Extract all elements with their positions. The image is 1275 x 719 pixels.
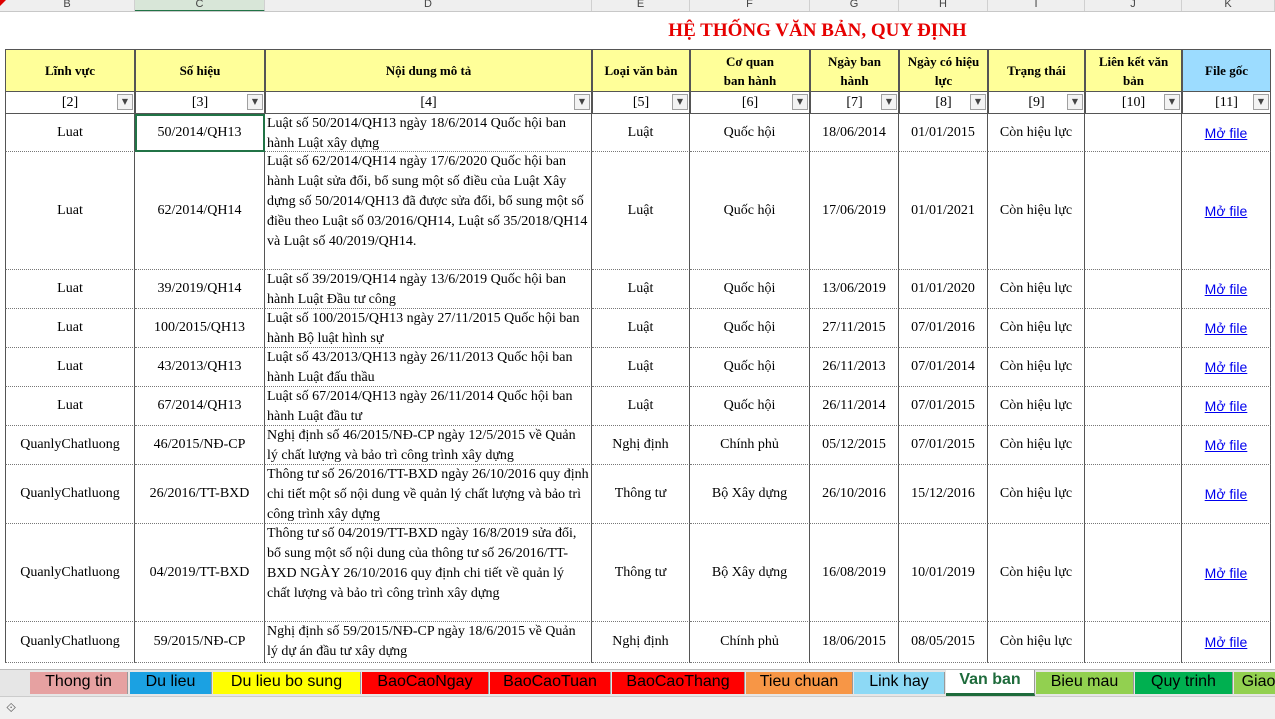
cell-noi-dung[interactable]: Thông tư số 26/2016/TT-BXD ngày 26/10/2016 quy định chi tiết một số nội dung về quản lý chất lượng và bảo trì công trình xây dựng <box>265 465 592 524</box>
cell-linh-vuc[interactable]: QuanlyChatluong <box>5 426 135 465</box>
column-letter-g[interactable]: G <box>810 0 899 12</box>
filter-label: [8] <box>935 95 952 110</box>
cell-ngay-hl[interactable]: 01/01/2021 <box>899 152 988 270</box>
cell-noi-dung[interactable]: Luật số 43/2013/QH13 ngày 26/11/2013 Quốc hội ban hành Luật đấu thầu <box>265 348 592 387</box>
filter-dropdown-icon[interactable]: ▼ <box>1164 94 1180 110</box>
cell-trang-thai[interactable]: Còn hiệu lực <box>988 309 1085 348</box>
cell-co-quan[interactable]: Quốc hội <box>690 114 810 152</box>
cell-so-hieu[interactable]: 26/2016/TT-BXD <box>135 465 265 524</box>
header-cell-6[interactable]: Ngày ban hành <box>810 49 899 92</box>
filter-dropdown-icon[interactable]: ▼ <box>672 94 688 110</box>
cell-linh-vuc[interactable]: Luat <box>5 152 135 270</box>
cell-loai[interactable]: Luật <box>592 114 690 152</box>
column-letter-f[interactable]: F <box>690 0 810 12</box>
sheet-tab-du-lieu-bo-sung[interactable]: Du lieu bo sung <box>213 672 361 694</box>
cell-file[interactable] <box>1182 348 1271 387</box>
column-letter-e[interactable]: E <box>592 0 690 12</box>
sheet-tab-link-hay[interactable]: Link hay <box>854 672 945 694</box>
cell-lien-ket[interactable] <box>1085 622 1182 663</box>
open-file-link[interactable]: Mở file <box>1204 634 1248 650</box>
sheet-tab-baocaongay[interactable]: BaoCaoNgay <box>362 672 489 694</box>
cell-noi-dung[interactable]: Luật số 50/2014/QH13 ngày 18/6/2014 Quốc hội ban hành Luật xây dựng <box>265 114 592 152</box>
column-letter-h[interactable]: H <box>899 0 988 12</box>
filter-cell-8 <box>988 92 1085 114</box>
cell-lien-ket[interactable] <box>1085 270 1182 309</box>
filter-cell-1 <box>5 92 135 114</box>
cell-ngay-hl[interactable]: 07/01/2015 <box>899 387 988 426</box>
sheet-tab-bieu-mau[interactable]: Bieu mau <box>1036 672 1134 694</box>
sheet-tab-thong-tin[interactable]: Thong tin <box>30 672 128 694</box>
cell-file[interactable] <box>1182 465 1271 524</box>
cell-lien-ket[interactable] <box>1085 152 1182 270</box>
cell-co-quan[interactable]: Quốc hội <box>690 309 810 348</box>
column-letter-i[interactable]: I <box>988 0 1085 12</box>
open-file-link[interactable]: Mở file <box>1204 320 1248 336</box>
cell-loai[interactable]: Nghị định <box>592 622 690 663</box>
open-file-link[interactable]: Mở file <box>1204 202 1248 219</box>
header-cell-10[interactable]: File gốc <box>1182 49 1271 92</box>
cell-co-quan[interactable]: Quốc hội <box>690 387 810 426</box>
cell-ngay-bh[interactable]: 26/11/2013 <box>810 348 899 387</box>
table-body <box>0 114 1275 669</box>
status-bar <box>0 696 1275 719</box>
cell-lien-ket[interactable] <box>1085 387 1182 426</box>
cell-trang-thai[interactable]: Còn hiệu lực <box>988 524 1085 622</box>
open-file-link[interactable]: Mở file <box>1204 437 1248 453</box>
cell-trang-thai[interactable]: Còn hiệu lực <box>988 152 1085 270</box>
filter-label: [9] <box>1028 95 1045 110</box>
cell-trang-thai[interactable]: Còn hiệu lực <box>988 387 1085 426</box>
cell-loai[interactable]: Thông tư <box>592 524 690 622</box>
cell-ngay-hl[interactable]: 07/01/2014 <box>899 348 988 387</box>
filter-dropdown-icon[interactable]: ▼ <box>1253 94 1269 110</box>
table-row <box>0 524 1275 622</box>
column-letter-b[interactable]: B <box>0 0 135 12</box>
cell-linh-vuc[interactable]: QuanlyChatluong <box>5 524 135 622</box>
cell-lien-ket[interactable] <box>1085 309 1182 348</box>
cell-ngay-hl[interactable]: 01/01/2020 <box>899 270 988 309</box>
table-row <box>0 152 1275 270</box>
cell-loai[interactable]: Thông tư <box>592 465 690 524</box>
cell-trang-thai[interactable]: Còn hiệu lực <box>988 114 1085 152</box>
cell-so-hieu[interactable]: 46/2015/NĐ-CP <box>135 426 265 465</box>
filter-label: [3] <box>191 95 209 110</box>
cell-ngay-bh[interactable]: 26/11/2014 <box>810 387 899 426</box>
cell-file[interactable] <box>1182 622 1271 663</box>
sheet-tab-tieu-chuan[interactable]: Tieu chuan <box>746 672 853 694</box>
table-row <box>0 114 1275 152</box>
header-cell-5[interactable]: Cơ quan ban hành <box>690 49 810 92</box>
cell-ngay-bh[interactable]: 17/06/2019 <box>810 152 899 270</box>
cell-trang-thai[interactable]: Còn hiệu lực <box>988 465 1085 524</box>
cell-so-hieu[interactable]: 04/2019/TT-BXD <box>135 524 265 622</box>
cell-co-quan[interactable]: Quốc hội <box>690 152 810 270</box>
cell-ngay-bh[interactable]: 13/06/2019 <box>810 270 899 309</box>
cell-noi-dung[interactable]: Thông tư số 04/2019/TT-BXD ngày 16/8/2019 sửa đổi, bổ sung một số nội dung của thông tư số 26/2016/TT-BXD NGÀY 26/10/2016 quy định chi tiết về quản lý chất lượng và bảo trì công trình xây dựng <box>265 524 592 622</box>
header-cell-9[interactable]: Liên kết văn bản <box>1085 49 1182 92</box>
open-file-link[interactable]: Mở file <box>1204 486 1248 502</box>
column-letter-d[interactable]: D <box>265 0 592 12</box>
sheet-title: HỆ THỐNG VĂN BẢN, QUY ĐỊNH <box>668 20 967 41</box>
cell-co-quan[interactable]: Chính phủ <box>690 622 810 663</box>
cell-so-hieu[interactable]: 59/2015/NĐ-CP <box>135 622 265 663</box>
cell-file[interactable] <box>1182 387 1271 426</box>
cell-so-hieu[interactable]: 100/2015/QH13 <box>135 309 265 348</box>
table-row <box>0 465 1275 524</box>
filter-dropdown-icon[interactable]: ▼ <box>247 94 263 110</box>
header-cell-1[interactable]: Lĩnh vực <box>5 49 135 92</box>
filter-dropdown-icon[interactable]: ▼ <box>574 94 590 110</box>
sheet-tab-quy-trinh[interactable]: Quy trinh <box>1135 672 1233 694</box>
filter-label: [6] <box>741 95 759 110</box>
cell-noi-dung[interactable]: Luật số 39/2019/QH14 ngày 13/6/2019 Quốc hội ban hành Luật Đầu tư công <box>265 270 592 309</box>
column-letter-k[interactable]: K <box>1182 0 1275 12</box>
cell-ngay-hl[interactable]: 01/01/2015 <box>899 114 988 152</box>
table-row <box>0 270 1275 309</box>
filter-cell-5 <box>690 92 810 114</box>
table-row <box>0 348 1275 387</box>
open-file-link[interactable]: Mở file <box>1204 124 1248 141</box>
cell-file[interactable] <box>1182 524 1271 622</box>
sheet-tab-baocaothang[interactable]: BaoCaoThang <box>612 672 745 694</box>
header-cell-7[interactable]: Ngày có hiệu lực <box>899 49 988 92</box>
open-file-link[interactable]: Mở file <box>1204 398 1248 414</box>
cell-co-quan[interactable]: Chính phủ <box>690 426 810 465</box>
open-file-link[interactable]: Mở file <box>1204 281 1248 297</box>
cell-trang-thai[interactable]: Còn hiệu lực <box>988 348 1085 387</box>
cell-ngay-bh[interactable]: 27/11/2015 <box>810 309 899 348</box>
filter-label: [7] <box>846 95 863 110</box>
cell-ngay-hl[interactable]: 10/01/2019 <box>899 524 988 622</box>
cell-so-hieu[interactable]: 39/2019/QH14 <box>135 270 265 309</box>
ready-status-icon: ⟐ <box>6 701 17 716</box>
cell-so-hieu[interactable]: 62/2014/QH14 <box>135 152 265 270</box>
cell-loai[interactable]: Luật <box>592 270 690 309</box>
sheet-tab-van-ban[interactable]: Van ban <box>946 670 1035 696</box>
cell-lien-ket[interactable] <box>1085 524 1182 622</box>
header-cell-3[interactable]: Nội dung mô tả <box>265 49 592 92</box>
filter-cell-2 <box>135 92 265 114</box>
filter-dropdown-icon[interactable]: ▼ <box>881 94 897 110</box>
cell-noi-dung[interactable]: Luật số 67/2014/QH13 ngày 26/11/2014 Quốc hội ban hành Luật đầu tư <box>265 387 592 426</box>
cell-file[interactable] <box>1182 426 1271 465</box>
cell-lien-ket[interactable] <box>1085 114 1182 152</box>
cell-lien-ket[interactable] <box>1085 465 1182 524</box>
cell-so-hieu[interactable]: 50/2014/QH13 <box>135 114 265 152</box>
cell-trang-thai[interactable]: Còn hiệu lực <box>988 426 1085 465</box>
filter-dropdown-icon[interactable]: ▼ <box>970 94 986 110</box>
filter-dropdown-icon[interactable]: ▼ <box>117 94 133 110</box>
sheet-tab-baocaotuan[interactable]: BaoCaoTuan <box>490 672 611 694</box>
table-row <box>0 622 1275 663</box>
cell-trang-thai[interactable]: Còn hiệu lực <box>988 622 1085 663</box>
cell-file[interactable] <box>1182 309 1271 348</box>
cell-noi-dung[interactable]: Nghị định số 59/2015/NĐ-CP ngày 18/6/2015 về Quản lý dự án đầu tư xây dựng <box>265 622 592 663</box>
comment-indicator-icon <box>0 0 6 6</box>
cell-lien-ket[interactable] <box>1085 348 1182 387</box>
column-header-bar <box>0 0 1275 12</box>
cell-ngay-bh[interactable]: 16/08/2019 <box>810 524 899 622</box>
header-cell-2[interactable]: Số hiệu <box>135 49 265 92</box>
cell-linh-vuc[interactable]: Luat <box>5 309 135 348</box>
cell-ngay-hl[interactable]: 07/01/2016 <box>899 309 988 348</box>
header-cell-8[interactable]: Trạng thái <box>988 49 1085 92</box>
sheet-title-row <box>0 12 1275 49</box>
cell-linh-vuc[interactable]: Luat <box>5 270 135 309</box>
cell-so-hieu[interactable]: 43/2013/QH13 <box>135 348 265 387</box>
filter-cell-7 <box>899 92 988 114</box>
cell-loai[interactable]: Luật <box>592 387 690 426</box>
sheet-tab-du-lieu[interactable]: Du lieu <box>130 672 212 694</box>
cell-linh-vuc[interactable]: Luat <box>5 114 135 152</box>
cell-co-quan[interactable]: Quốc hội <box>690 348 810 387</box>
cell-noi-dung[interactable]: Luật số 62/2014/QH14 ngày 17/6/2020 Quốc hội ban hành Luật sửa đổi, bổ sung một số điều của Luật Xây dựng số 50/2014/QH13 đã được sửa đổi, bổ sung một số điều theo Luật số 03/2016/QH14, Luật số 35/2018/QH14 và Luật số 40/2019/QH14. <box>265 152 592 270</box>
filter-label: [2] <box>61 95 79 110</box>
filter-cell-4 <box>592 92 690 114</box>
table-row <box>0 387 1275 426</box>
cell-loai[interactable]: Luật <box>592 309 690 348</box>
header-cell-4[interactable]: Loại văn bản <box>592 49 690 92</box>
cell-file[interactable] <box>1182 152 1271 270</box>
cell-ngay-bh[interactable]: 18/06/2015 <box>810 622 899 663</box>
column-letter-c[interactable]: C <box>135 0 265 12</box>
cell-loai[interactable]: Nghị định <box>592 426 690 465</box>
filter-dropdown-icon[interactable]: ▼ <box>792 94 808 110</box>
cell-ngay-hl[interactable]: 07/01/2015 <box>899 426 988 465</box>
filter-cell-9 <box>1085 92 1182 114</box>
cell-file[interactable] <box>1182 270 1271 309</box>
filter-label: [11] <box>1215 95 1238 110</box>
cell-trang-thai[interactable]: Còn hiệu lực <box>988 270 1085 309</box>
sheet-tab-bar <box>0 669 1275 696</box>
open-file-link[interactable]: Mở file <box>1204 359 1248 375</box>
table-row <box>0 426 1275 465</box>
sheet-tab-giao[interactable]: Giao <box>1234 672 1275 694</box>
filter-label: [4] <box>420 95 437 110</box>
filter-cell-10 <box>1182 92 1271 114</box>
cell-co-quan[interactable]: Bộ Xây dựng <box>690 524 810 622</box>
cell-noi-dung[interactable]: Nghị định số 46/2015/NĐ-CP ngày 12/5/2015 về Quản lý chất lượng và bảo trì công trình xây dựng <box>265 426 592 465</box>
cell-co-quan[interactable]: Bộ Xây dựng <box>690 465 810 524</box>
cell-noi-dung[interactable]: Luật số 100/2015/QH13 ngày 27/11/2015 Quốc hội ban hành Bộ luật hình sự <box>265 309 592 348</box>
open-file-link[interactable]: Mở file <box>1204 564 1248 581</box>
cell-linh-vuc[interactable]: QuanlyChatluong <box>5 622 135 663</box>
table-row <box>0 309 1275 348</box>
cell-ngay-hl[interactable]: 15/12/2016 <box>899 465 988 524</box>
filter-label: [5] <box>632 95 650 110</box>
cell-loai[interactable]: Luật <box>592 152 690 270</box>
cell-ngay-hl[interactable]: 08/05/2015 <box>899 622 988 663</box>
cell-lien-ket[interactable] <box>1085 426 1182 465</box>
cell-co-quan[interactable]: Quốc hội <box>690 270 810 309</box>
filter-cell-3 <box>265 92 592 114</box>
cell-ngay-bh[interactable]: 18/06/2014 <box>810 114 899 152</box>
cell-file[interactable] <box>1182 114 1271 152</box>
cell-ngay-bh[interactable]: 26/10/2016 <box>810 465 899 524</box>
cell-so-hieu[interactable]: 67/2014/QH13 <box>135 387 265 426</box>
cell-linh-vuc[interactable]: Luat <box>5 348 135 387</box>
cell-loai[interactable]: Luật <box>592 348 690 387</box>
filter-label: [10] <box>1121 95 1146 110</box>
cell-linh-vuc[interactable]: Luat <box>5 387 135 426</box>
filter-cell-6 <box>810 92 899 114</box>
column-letter-j[interactable]: J <box>1085 0 1182 12</box>
cell-ngay-bh[interactable]: 05/12/2015 <box>810 426 899 465</box>
filter-dropdown-icon[interactable]: ▼ <box>1067 94 1083 110</box>
cell-linh-vuc[interactable]: QuanlyChatluong <box>5 465 135 524</box>
